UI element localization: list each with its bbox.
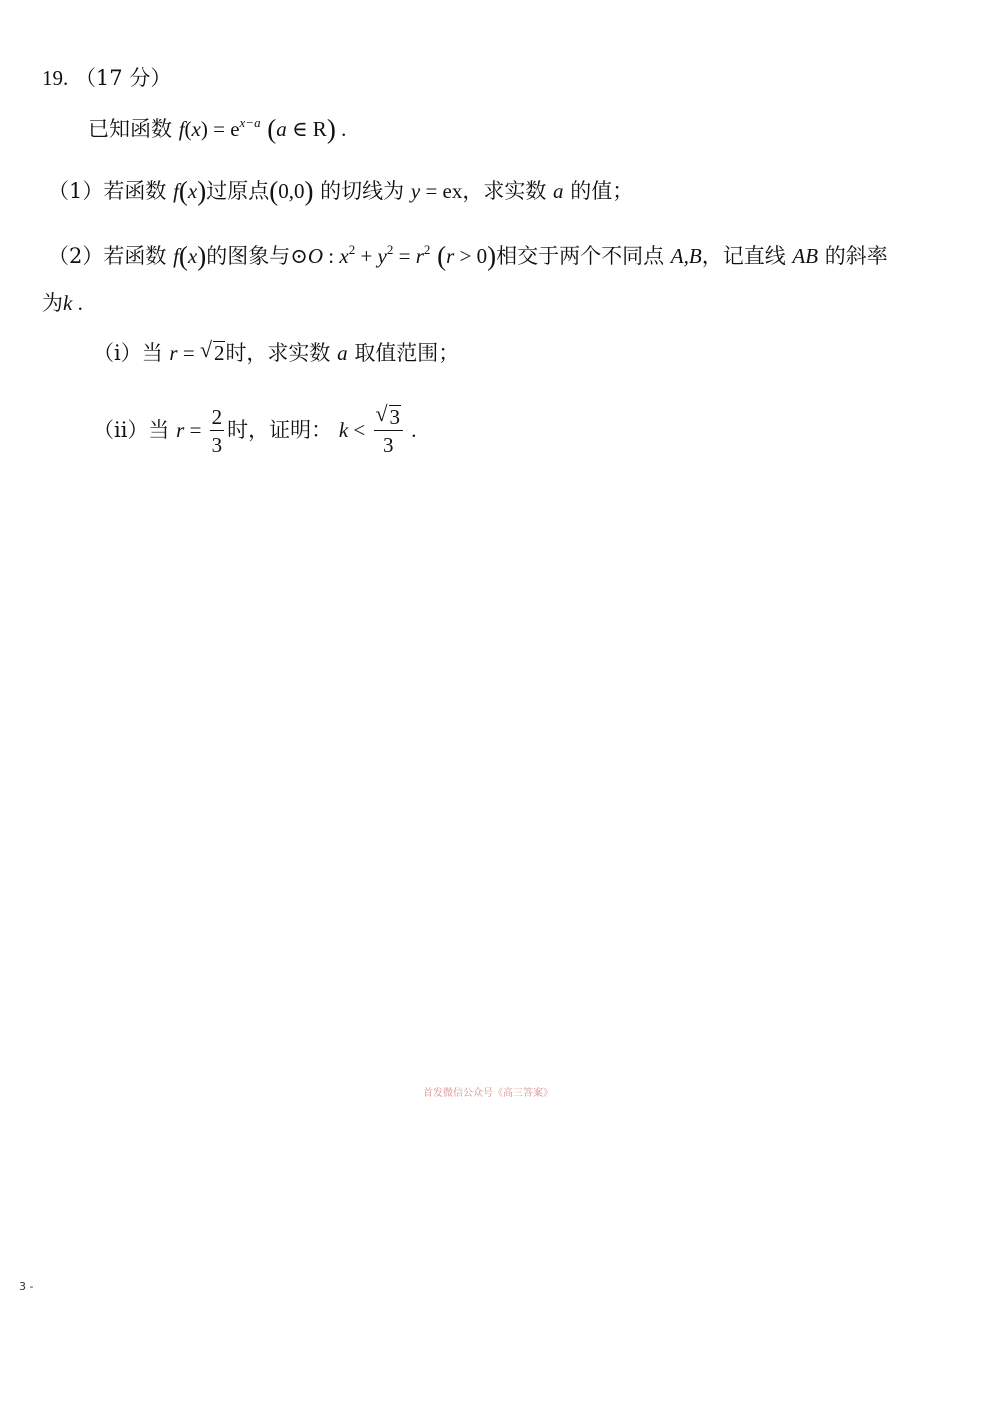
x-var: x [339,244,349,268]
denominator: 3 [383,433,394,457]
part-2-text: ，记直线 [701,244,786,268]
part-1-text: 若函数 [103,179,167,203]
r-var: r [169,341,178,365]
circle-name: O [307,244,324,268]
a-var: a [553,179,564,203]
func-var: x [187,179,198,203]
fraction-2-3 [210,404,225,459]
numerator: 2 [211,405,223,429]
origin-point: 0,0 [278,179,305,203]
cond-rest: ∈ R [286,117,327,141]
intro-eq: = e [207,117,240,141]
part-2-label: （2） [48,244,104,268]
tangent-eq: = ex [420,179,463,203]
paren-close: ) [197,176,207,206]
paren-open: ( [178,176,188,206]
cond-paren-open: ( [267,114,277,144]
points-ab: A,B [670,244,702,268]
cond-var: a [276,117,287,141]
watermark: 首发微信公众号《高三答案》 [423,1088,553,1099]
radicand: 2 [213,341,225,365]
sub-i-text: 取值范围； [354,341,460,365]
part-1-text: ，求实数 [462,179,547,203]
part-2-text: 的斜率 [824,244,888,268]
question-header [42,63,171,93]
exp: 2 [423,242,431,257]
part-2 [48,239,888,274]
intro-exponent: x−a [239,115,261,130]
func-name: f [178,117,185,141]
fraction-sqrt3-3 [374,401,404,459]
a-var: a [337,341,348,365]
paren-close: ) [304,176,314,206]
exp: 2 [386,242,394,257]
sqrt-2: √ 2 [199,337,225,365]
equals: = [177,341,200,365]
denominator: 3 [211,433,223,457]
paren-open: ( [269,176,279,206]
y-var: y [377,244,387,268]
paren-open: ( [178,241,188,271]
question-intro [88,112,346,147]
sub-i-label: （i）当 [93,341,163,365]
circle-symbol: ⊙ [290,244,308,268]
sub-i-text: 时，求实数 [225,341,331,365]
line-ab: AB [792,244,819,268]
k-var: k [63,291,73,315]
k-var: k [338,418,349,442]
func-var: x [191,117,201,141]
cond-rest: > 0 [454,244,488,268]
func-name: f [173,244,179,268]
part-2-continued [42,288,83,318]
question-number: 19. [42,66,69,90]
y-var: y [410,179,421,203]
paren-open: ( [184,117,192,141]
paren-close: ) [197,241,207,271]
part-2-text: 若函数 [103,244,167,268]
sub-question-i [93,338,459,368]
part-2-text: 相交于两个不同点 [496,244,665,268]
exp: 2 [348,242,356,257]
less-than: < [348,418,371,442]
cond-paren-close: ) [326,114,336,144]
sub-ii-label: （ii）当 [93,418,170,442]
part-2-text: 为 [42,291,63,315]
intro-text: 已知函数 [88,117,172,141]
radicand: 3 [389,405,401,429]
period: . [72,291,83,315]
colon: : [323,244,340,268]
part-1-label: （1） [48,179,104,203]
r-var: r [446,244,455,268]
plus: + [355,244,378,268]
func-var: x [187,244,198,268]
part-1-text: 过原点 [206,179,270,203]
equals: = [393,244,416,268]
r-var: r [176,418,185,442]
paren-close: ) [487,241,497,271]
func-name: f [173,179,179,203]
intro-suffix: . [335,117,347,141]
paren-close: ) [200,117,208,141]
equals: = [184,418,207,442]
numerator: √ 3 [374,404,404,431]
part-2-text: 的图象与 [206,244,291,268]
sub-question-ii [93,400,417,460]
period: . [406,418,417,442]
r-var: r [415,244,424,268]
part-1 [48,174,633,206]
sub-ii-text: 时，证明： [227,418,333,442]
margin-mark: 3 - [19,1280,34,1293]
question-points: （17 分） [74,66,172,90]
part-1-text: 的切线为 [320,179,405,203]
paren-open: ( [437,241,447,271]
part-1-text: 的值； [570,179,634,203]
